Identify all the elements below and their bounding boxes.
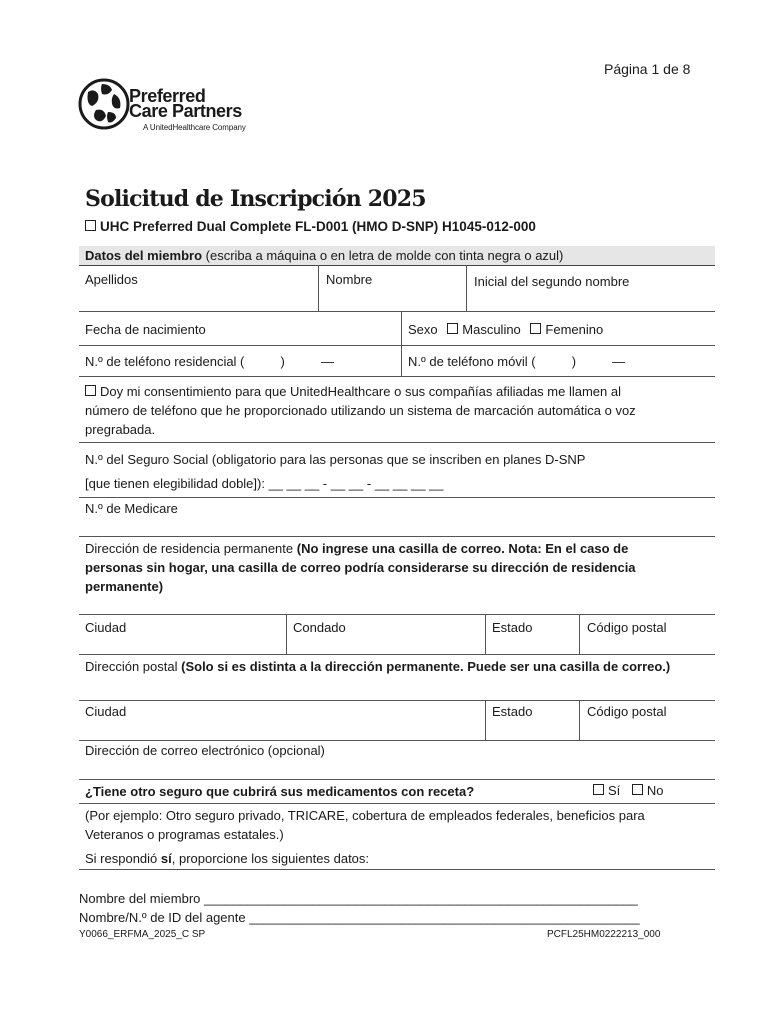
first-name-field[interactable]: Nombre	[326, 272, 373, 287]
plan-label: UHC Preferred Dual Complete FL-D001 (HMO D-SNP) H1045-012-000	[100, 219, 536, 234]
if-yes-pre: Si respondió	[85, 851, 161, 866]
member-name-line[interactable]: Nombre del miembro ____________________________________________________________	[79, 891, 638, 906]
consent-line2: número de teléfono que he proporcionado utilizando un sistema de marcación automática o voz	[85, 403, 636, 418]
if-yes-instruction	[85, 851, 369, 866]
dob-field[interactable]: Fecha de nacimiento	[85, 322, 206, 337]
ssn-line1: N.º del Seguro Social (obligatorio para las personas que se inscriben en planes D-SNP	[85, 452, 586, 467]
perm-addr-note1: (No ingrese una casilla de correo. Nota: En el caso de	[296, 541, 629, 556]
ssn-block[interactable]	[85, 450, 585, 493]
male-label: Masculino	[462, 322, 521, 337]
example-line1: (Por ejemplo: Otro seguro privado, TRICARE, cobertura de empleados federales, beneficios para	[85, 808, 645, 823]
last-name-field[interactable]: Apellidos	[85, 272, 138, 287]
page-number: Página 1 de 8	[604, 61, 691, 77]
member-section-title: Datos del miembro	[85, 248, 203, 263]
form-code-right: PCFL25HM0222213_000	[547, 929, 661, 940]
mail-addr-note: (Solo si es distinta a la dirección permanente. Puede ser una casilla de correo.)	[181, 659, 671, 674]
logo-tagline: A UnitedHealthcare Company	[143, 123, 246, 132]
consent-line3: pregrabada.	[85, 422, 156, 437]
mail-state-field[interactable]: Estado	[492, 704, 533, 719]
other-insurance-options	[593, 783, 664, 798]
sex-group	[408, 322, 603, 337]
perm-addr-label: Dirección de residencia permanente	[85, 541, 294, 556]
female-checkbox[interactable]	[530, 323, 541, 334]
mobile-phone-field[interactable]: N.º de teléfono móvil ( ) —	[408, 354, 626, 369]
ssn-line2: [que tienen elegibilidad doble]): __ __ __ - __ __ - __ __ __ __	[85, 476, 444, 491]
logo-line1: Preferred	[129, 86, 206, 106]
home-phone-field[interactable]: N.º de teléfono residencial ( ) —	[85, 354, 334, 369]
if-yes-post: , proporcione los siguientes datos:	[171, 851, 370, 866]
other-insurance-example	[85, 806, 645, 844]
email-field[interactable]: Dirección de correo electrónico (opcional)	[85, 743, 325, 758]
consent-line1: Doy mi consentimiento para que UnitedHealthcare o sus compañías afiliadas me llamen al	[100, 384, 621, 399]
logo-line2: Care Partners	[129, 101, 242, 121]
mail-city-field[interactable]: Ciudad	[85, 704, 127, 719]
member-section-header	[79, 246, 715, 266]
yes-label: Sí	[608, 783, 621, 798]
globe-icon	[78, 78, 130, 130]
company-logo	[78, 78, 288, 136]
consent-checkbox[interactable]	[85, 385, 96, 396]
plan-checkbox[interactable]	[85, 220, 96, 231]
yes-checkbox[interactable]	[593, 784, 604, 795]
male-checkbox[interactable]	[447, 323, 458, 334]
no-checkbox[interactable]	[632, 784, 643, 795]
state-field[interactable]: Estado	[492, 620, 533, 635]
consent-block	[85, 382, 636, 439]
form-title: Solicitud de Inscripción 2025	[85, 186, 426, 212]
other-insurance-label: ¿Tiene otro seguro que cubrirá sus medicamentos con receta?	[85, 784, 475, 799]
sex-label: Sexo	[408, 322, 438, 337]
female-label: Femenino	[545, 322, 604, 337]
permanent-address-field[interactable]	[85, 539, 636, 596]
county-field[interactable]: Condado	[293, 620, 346, 635]
form-code-left: Y0066_ERFMA_2025_C SP	[79, 929, 206, 940]
perm-addr-note3: permanente)	[85, 579, 164, 594]
mailing-address-field[interactable]	[85, 659, 670, 674]
no-label: No	[646, 783, 664, 798]
other-insurance-question	[85, 784, 474, 799]
medicare-field[interactable]: N.º de Medicare	[85, 501, 178, 516]
if-yes-bold: sí	[160, 851, 172, 866]
middle-initial-field[interactable]: Inicial del segundo nombre	[474, 274, 630, 289]
city-field[interactable]: Ciudad	[85, 620, 127, 635]
zip-field[interactable]: Código postal	[587, 620, 667, 635]
mail-zip-field[interactable]: Código postal	[587, 704, 667, 719]
perm-addr-note2: personas sin hogar, una casilla de correo podría considerarse su dirección de residencia	[85, 560, 636, 575]
member-section-note: (escriba a máquina o en letra de molde con tinta negra o azul)	[205, 248, 564, 263]
example-line2: Veteranos o programas estatales.)	[85, 827, 284, 842]
mail-addr-label: Dirección postal	[85, 659, 178, 674]
plan-option[interactable]	[85, 219, 536, 234]
agent-id-line[interactable]: Nombre/N.º de ID del agente ______________________________________________________	[79, 910, 640, 925]
